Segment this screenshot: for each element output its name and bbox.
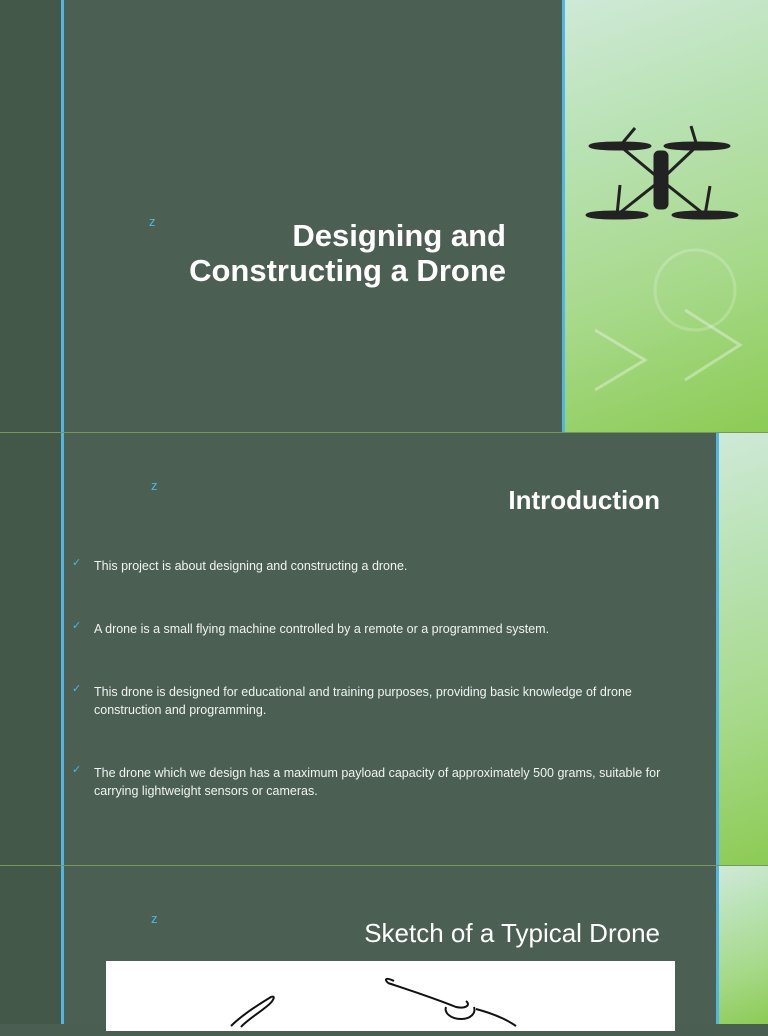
accent-line — [61, 0, 64, 432]
slide-marker: z — [151, 478, 158, 493]
slide-marker: z — [149, 214, 156, 229]
left-band — [0, 433, 62, 865]
list-item: ✓ A drone is a small flying machine controlled by a remote or a programmed system. — [72, 620, 672, 638]
drone-sketch-image — [106, 961, 675, 1031]
green-panel — [719, 433, 768, 865]
list-item: ✓ The drone which we design has a maximum payload capacity of approximately 500 grams, suitable for carrying lightweight sensors or cameras. — [72, 764, 672, 800]
left-band — [0, 866, 62, 1024]
title-line-1: Designing and — [292, 218, 506, 253]
drone-sketch — [106, 961, 675, 1031]
green-panel — [565, 0, 768, 432]
title-slide — [0, 0, 768, 432]
intro-bullet-list — [72, 557, 672, 800]
list-item: ✓ This drone is designed for educational and training purposes, providing basic knowledge of drone construction and programming. — [72, 683, 672, 719]
slide-marker: z — [151, 911, 158, 926]
slide-heading: Introduction — [508, 485, 660, 515]
drone-photo — [565, 0, 768, 432]
panel-divider — [716, 433, 719, 865]
slide-title — [126, 218, 506, 288]
left-band — [0, 0, 62, 432]
checkmark-icon: ✓ — [72, 764, 82, 776]
accent-line — [61, 866, 64, 1024]
title-line-2: Constructing a Drone — [189, 253, 506, 288]
slide-heading: Sketch of a Typical Drone — [364, 918, 660, 948]
checkmark-icon: ✓ — [72, 620, 82, 632]
panel-divider — [562, 0, 565, 432]
accent-line — [61, 433, 64, 865]
panel-divider — [716, 866, 719, 1024]
checkmark-icon: ✓ — [72, 683, 82, 695]
green-panel — [719, 866, 768, 1024]
list-item: ✓ This project is about designing and constructing a drone. — [72, 557, 672, 575]
checkmark-icon: ✓ — [72, 557, 82, 569]
